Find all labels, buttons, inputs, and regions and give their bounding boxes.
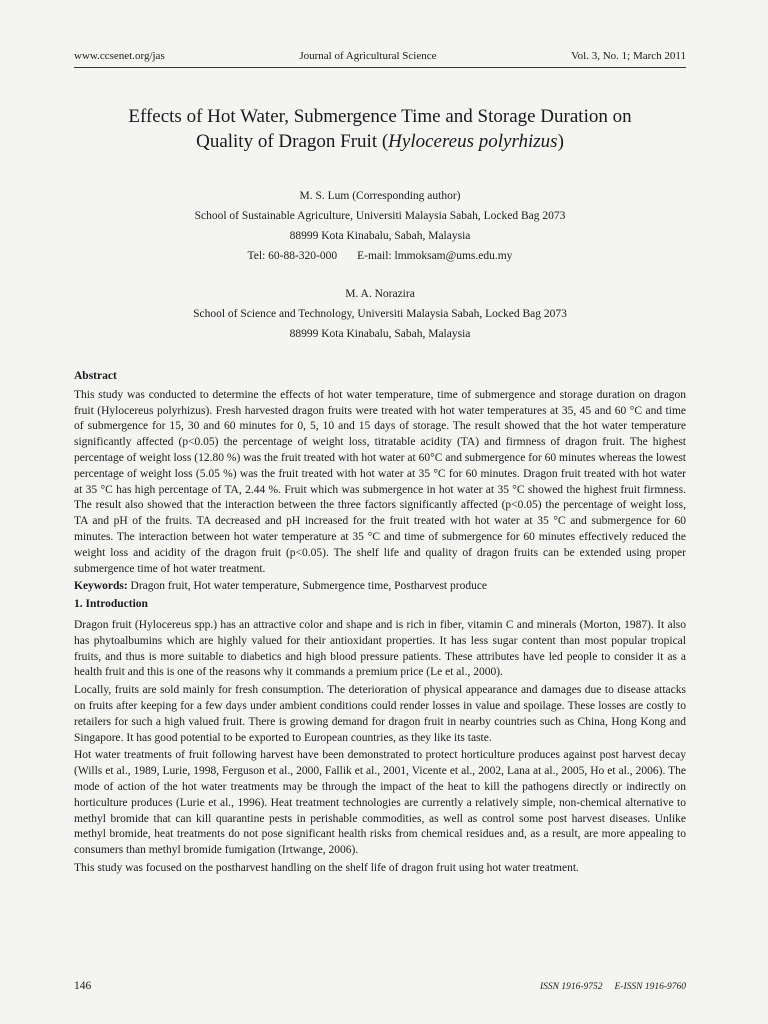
keywords-label: Keywords: [74, 580, 128, 593]
species-name: Hylocereus polyrhizus [388, 131, 558, 152]
author-affiliation: School of Sustainable Agriculture, Universiti Malaysia Sabah, Locked Bag 2073 [194, 210, 566, 222]
author-name: M. S. Lum (Corresponding author) [299, 190, 461, 202]
intro-paragraph: This study was focused on the postharvest handling on the shelf life of dragon fruit using hot water treatment. [74, 861, 579, 874]
issn-info [528, 982, 686, 992]
paper-title [74, 104, 686, 154]
intro-paragraph: Hot water treatments of fruit following harvest have been demonstrated to protect horticulture produces against post harvest decay (Wills et al., 1989, Lurie, 1998, Ferguson et al., 2000, Fallik et al., 2001, Vicente et al., 2002, Lana at al., 2005, Ho et al., 2006). The mode of action of the hot water treatments may be through the impact of the heat to kill the pathogens directly or indirectly on horticulture produces (Lurie et al., 1996). Heat treatment technologies are currently a relatively simple, non-chemical alternative to methyl bromide that can kill quarantine pests in perishable commodities, as well as control some post harvest diseases. Unlike methyl bromide, heat treatments do not pose significant health risks from chemical residues and, as a result, are more appealing to consumers than methyl bromide fumigation (Irtwange, 2006). [74, 749, 686, 857]
header-divider [74, 67, 686, 68]
keywords-text: Dragon fruit, Hot water temperature, Submergence time, Postharvest produce [127, 580, 488, 593]
author-name: M. A. Norazira [345, 288, 415, 300]
author-affiliation: School of Science and Technology, Universiti Malaysia Sabah, Locked Bag 2073 [193, 308, 567, 320]
abstract-text: This study was conducted to determine the effects of hot water temperature, time of submergence and storage duration on dragon fruit (Hylocereus polyrhizus). Fresh harvested dragon fruits were treated with hot water temperatures at 35, 45 and 60 °C and time of submergence for 15, 30 and 60 minutes for 0, 5, 10 and 15 days of storage. The result showed that the hot water temperature significantly affected (p<0.05) the percentage of weight loss, titratable acidity (TA) and firmness of dragon fruit. The highest percentage of weight loss (12.80 %) was the fruit treated with hot water at 60°C and submergence for 60 minutes whereas the lowest percentage of weight loss (5.05 %) was the fruit treated with hot water at 35 °C for 60 minutes. Dragon fruit treated with hot water at 35 °C has high percentage of TA, 2.44 %. Fruit which was submergence in hot water at 35 °C showed the highest fruit firmness. The result also showed that the interaction between the three factors significantly affected (p<0.05) the percentage of weight loss, TA and pH of the fruits. TA decreased and pH increased for the fruit treated with hot water at 35 °C and submergence for 60 minutes. The interaction between hot water temperature at 35 °C and time of submergence for 60 minutes effectively reduced the weight loss and acidity of the dragon fruit (p<0.05). The shelf life and quality of dragon fruits can be extended using proper submergence time of hot water treatment. [74, 388, 686, 575]
issn: ISSN 1916-9752 [539, 982, 603, 992]
author-tel: Tel: 60-88-320-000 [247, 250, 338, 262]
author-block-1 [74, 186, 686, 266]
paper-body [74, 369, 686, 879]
abstract-heading: Abstract [74, 370, 117, 382]
author-contact [74, 246, 686, 266]
author-email[interactable]: E-mail: lmmoksam@ums.edu.my [357, 250, 513, 262]
introduction-heading: 1. Introduction [74, 598, 148, 611]
journal-url[interactable]: www.ccsenet.org/jas [74, 50, 165, 62]
title-line-1: Effects of Hot Water, Submergence Time and Storage Duration on [128, 106, 632, 127]
author-address: 88999 Kota Kinabalu, Sabah, Malaysia [289, 230, 471, 242]
journal-name: Journal of Agricultural Science [299, 50, 437, 62]
running-header [74, 50, 686, 63]
volume-info: Vol. 3, No. 1; March 2011 [571, 50, 686, 62]
page-footer [74, 980, 686, 992]
author-address: 88999 Kota Kinabalu, Sabah, Malaysia [289, 328, 471, 340]
keywords-line [74, 579, 686, 595]
intro-paragraph: Locally, fruits are sold mainly for fresh consumption. The deterioration of physical appearance and damages due to disease attacks on fruits after keeping for a few days under ambient conditions could render losses in value and spoilage. These losses are costly to retailers for such a high valued fruit. There is growing demand for dragon fruit in nearby countries such as China, Hong Kong and Singapore. It has good potential to be exported to European countries, as they like its taste. [74, 684, 686, 744]
intro-paragraph: Dragon fruit (Hylocereus spp.) has an attractive color and shape and is rich in fiber, vitamin C and minerals (Morton, 1987). It also has phytoalbumins which are highly valued for their antioxidant properties. It has less sugar content than most popular tropical fruits, and thus is more suitable to diabetics and high blood pressure patients. These attributes have led people to consider it as a health fruit and this is one of the reasons why it commands a premium price (Le et al., 2000). [74, 618, 686, 679]
eissn: E-ISSN 1916-9760 [614, 982, 686, 992]
author-block-2 [74, 284, 686, 344]
page-number: 146 [74, 980, 92, 992]
author-list [74, 186, 686, 362]
title-line-2: Quality of Dragon Fruit (Hylocereus polyrhizus) [196, 131, 564, 152]
